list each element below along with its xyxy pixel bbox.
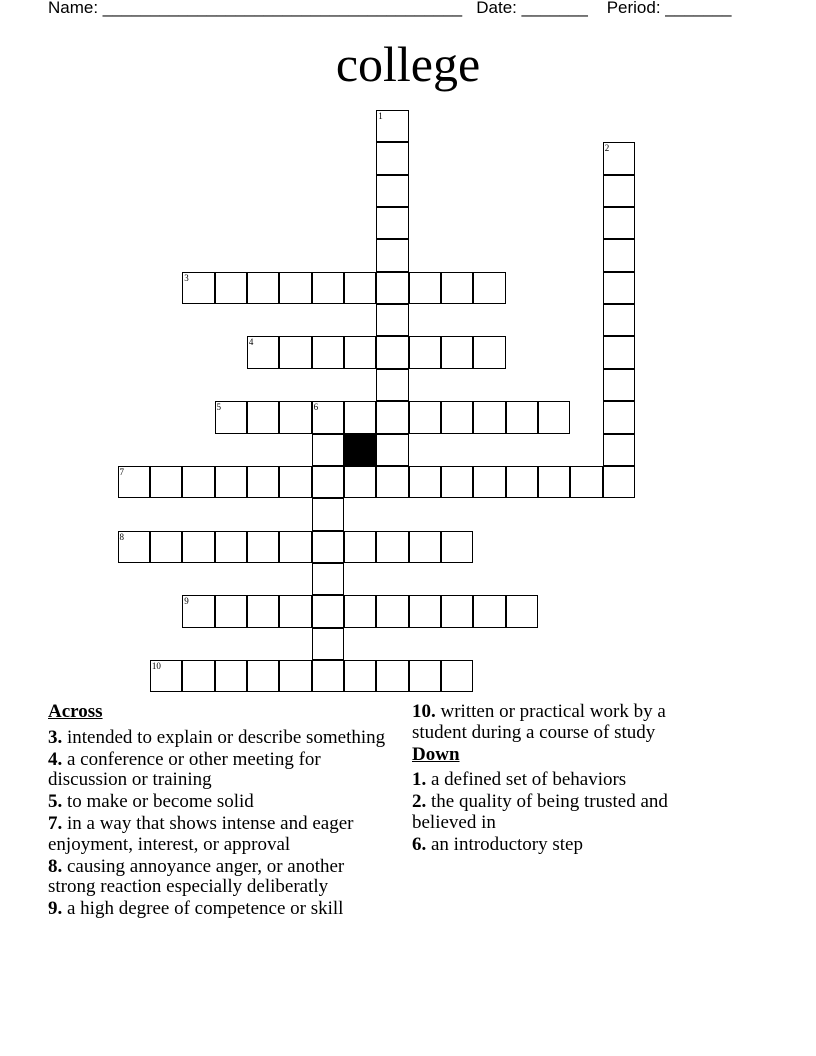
grid-cell[interactable] <box>409 531 441 563</box>
grid-cell[interactable] <box>182 660 214 692</box>
grid-cell[interactable] <box>473 336 505 368</box>
grid-cell[interactable] <box>441 531 473 563</box>
clue-number-label: 7 <box>119 466 124 477</box>
across-heading: Across <box>48 701 103 722</box>
grid-cell[interactable] <box>538 466 570 498</box>
grid-cell[interactable] <box>441 272 473 304</box>
grid-cell[interactable] <box>312 466 344 498</box>
grid-cell[interactable] <box>182 272 214 304</box>
grid-cell[interactable] <box>312 563 344 595</box>
grid-cell[interactable] <box>215 272 247 304</box>
clue-down-1: 1. a defined set of behaviors <box>412 769 627 790</box>
grid-cell[interactable] <box>603 336 635 368</box>
grid-cell[interactable] <box>118 466 150 498</box>
grid-cell[interactable] <box>603 207 635 239</box>
clues-column-left <box>48 702 388 921</box>
clue-across-7: 7. in a way that shows intense and eager enjoyment, interest, or approval <box>48 813 354 855</box>
grid-cell[interactable] <box>376 660 408 692</box>
grid-cell[interactable] <box>344 660 376 692</box>
grid-cell[interactable] <box>409 401 441 433</box>
clues-column-right <box>412 702 722 857</box>
grid-cell[interactable] <box>441 595 473 627</box>
grid-cell[interactable] <box>409 336 441 368</box>
grid-cell[interactable] <box>247 531 279 563</box>
grid-cell[interactable] <box>376 304 408 336</box>
grid-cell[interactable] <box>441 466 473 498</box>
grid-cell[interactable] <box>441 336 473 368</box>
clue-across-10: 10. written or practical work by a student during a course of study <box>412 701 666 743</box>
grid-block-cell <box>344 434 376 466</box>
grid-cell[interactable] <box>344 336 376 368</box>
clue-across-3: 3. intended to explain or describe something <box>48 726 386 748</box>
clue-number-label: 8 <box>119 531 124 542</box>
down-heading: Down <box>412 743 460 765</box>
grid-cell[interactable] <box>376 239 408 271</box>
grid-cell[interactable] <box>409 272 441 304</box>
grid-cell[interactable] <box>344 466 376 498</box>
grid-cell[interactable] <box>376 272 408 304</box>
grid-cell[interactable] <box>279 660 311 692</box>
grid-cell[interactable] <box>247 401 279 433</box>
grid-cell[interactable] <box>312 628 344 660</box>
grid-cell[interactable] <box>247 336 279 368</box>
clue-number-label: 2 <box>604 143 610 154</box>
grid-cell[interactable] <box>247 272 279 304</box>
clue-down-2: 2. the quality of being trusted and believed in <box>412 791 668 833</box>
grid-cell[interactable] <box>603 304 635 336</box>
grid-cell[interactable] <box>215 401 247 433</box>
grid-cell[interactable] <box>312 401 344 433</box>
grid-cell[interactable] <box>603 466 635 498</box>
grid-cell[interactable] <box>473 595 505 627</box>
grid-cell[interactable] <box>409 466 441 498</box>
grid-cell[interactable] <box>376 595 408 627</box>
grid-cell[interactable] <box>603 272 635 304</box>
grid-cell[interactable] <box>247 660 279 692</box>
grid-cell[interactable] <box>409 660 441 692</box>
grid-cell[interactable] <box>118 531 150 563</box>
grid-cell[interactable] <box>506 401 538 433</box>
grid-cell[interactable] <box>603 239 635 271</box>
clue-across-5: 5. to make or become solid <box>48 791 254 812</box>
grid-cell[interactable] <box>603 434 635 466</box>
grid-cell[interactable] <box>376 434 408 466</box>
grid-cell[interactable] <box>441 401 473 433</box>
grid-cell[interactable] <box>473 401 505 433</box>
grid-cell[interactable] <box>603 401 635 433</box>
clue-number-label: 5 <box>216 402 222 413</box>
grid-cell[interactable] <box>279 336 311 368</box>
grid-cell[interactable] <box>215 595 247 627</box>
grid-cell[interactable] <box>376 466 408 498</box>
grid-cell[interactable] <box>376 142 408 174</box>
grid-cell[interactable] <box>312 660 344 692</box>
puzzle-title: college <box>335 36 481 92</box>
grid-cell[interactable] <box>150 466 182 498</box>
grid-cell[interactable] <box>150 531 182 563</box>
clue-across-4: 4. a conference or other meeting for discussion or training <box>48 748 321 790</box>
grid-cell[interactable] <box>376 369 408 401</box>
grid-cell[interactable] <box>376 207 408 239</box>
grid-cell[interactable] <box>344 401 376 433</box>
grid-cell[interactable] <box>376 336 408 368</box>
grid-cell[interactable] <box>312 272 344 304</box>
grid-cell[interactable] <box>376 401 408 433</box>
grid-cell[interactable] <box>312 595 344 627</box>
grid-cell[interactable] <box>409 595 441 627</box>
clue-number-label: 3 <box>184 272 189 283</box>
grid-cell[interactable] <box>376 531 408 563</box>
period-field[interactable]: Period: _______ <box>606 0 732 17</box>
clue-number-label: 10 <box>151 660 161 671</box>
grid-cell[interactable] <box>506 466 538 498</box>
grid-cell[interactable] <box>344 531 376 563</box>
grid-cell[interactable] <box>215 466 247 498</box>
grid-cell[interactable] <box>279 272 311 304</box>
grid-cell[interactable] <box>344 595 376 627</box>
clue-across-8: 8. causing annoyance anger, or another strong reaction especially deliberatly <box>48 855 345 897</box>
grid-cell[interactable] <box>150 660 182 692</box>
clue-number-label: 6 <box>313 402 319 413</box>
clue-down-6: 6. an introductory step <box>412 833 583 855</box>
grid-cell[interactable] <box>376 110 408 142</box>
grid-cell[interactable] <box>182 466 214 498</box>
date-field[interactable]: Date: _______ <box>476 0 588 17</box>
grid-cell[interactable] <box>312 336 344 368</box>
grid-cell[interactable] <box>344 272 376 304</box>
grid-cell[interactable] <box>473 272 505 304</box>
grid-cell[interactable] <box>279 466 311 498</box>
grid-cell[interactable] <box>603 369 635 401</box>
grid-cell[interactable] <box>570 466 602 498</box>
grid-cell[interactable] <box>247 466 279 498</box>
grid-cell[interactable] <box>538 401 570 433</box>
grid-cell[interactable] <box>312 434 344 466</box>
clue-number-label: 4 <box>248 337 254 348</box>
clue-number-label: 9 <box>184 596 189 607</box>
grid-cell[interactable] <box>182 531 214 563</box>
grid-cell[interactable] <box>603 175 635 207</box>
grid-cell[interactable] <box>312 531 344 563</box>
grid-cell[interactable] <box>312 498 344 530</box>
name-field[interactable]: Name: ______________________________________ <box>48 0 463 17</box>
grid-cell[interactable] <box>376 175 408 207</box>
grid-cell[interactable] <box>279 401 311 433</box>
grid-cell[interactable] <box>215 660 247 692</box>
grid-cell[interactable] <box>279 595 311 627</box>
grid-cell[interactable] <box>279 531 311 563</box>
grid-cell[interactable] <box>182 595 214 627</box>
grid-cell[interactable] <box>441 660 473 692</box>
grid-cell[interactable] <box>506 595 538 627</box>
clue-across-9: 9. a high degree of competence or skill <box>48 898 344 919</box>
grid-cell[interactable] <box>473 466 505 498</box>
grid-cell[interactable] <box>247 595 279 627</box>
grid-cell[interactable] <box>215 531 247 563</box>
grid-cell[interactable] <box>603 142 635 174</box>
clue-number-label: 1 <box>378 111 383 121</box>
